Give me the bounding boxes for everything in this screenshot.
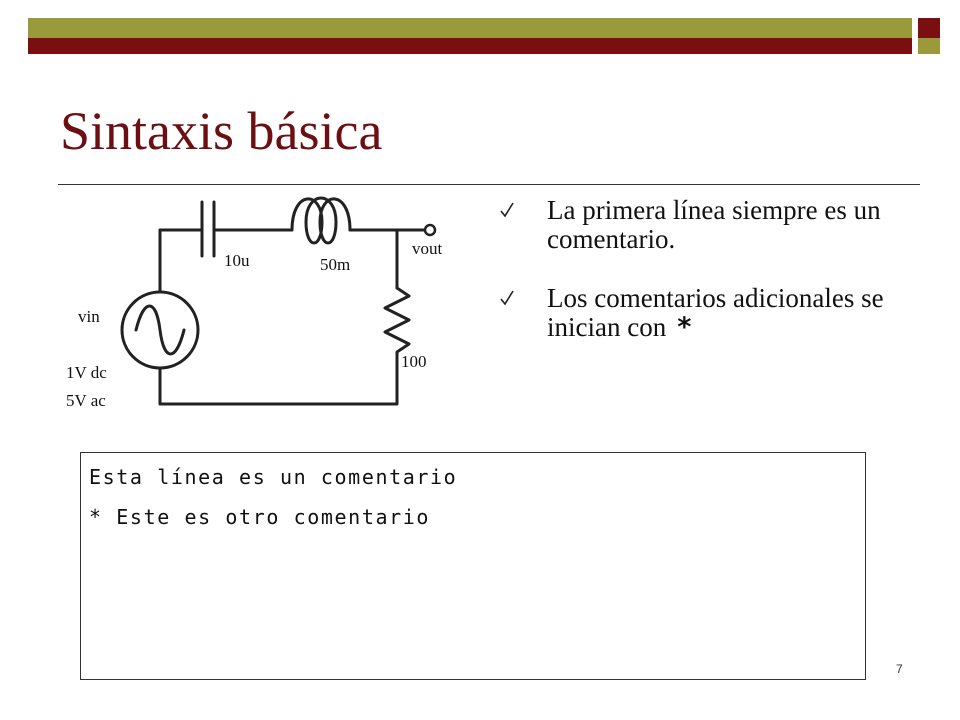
page-number: 7: [896, 662, 903, 676]
code-line: * Este es otro comentario: [89, 505, 431, 529]
code-line: Esta línea es un comentario: [89, 465, 458, 489]
bullet-text: Los comentarios adicionales se inician con: [547, 283, 884, 343]
bullet-item: [500, 284, 900, 342]
wire-left-bottom: [160, 368, 397, 404]
title-divider: [58, 184, 920, 185]
inductor-coil: [292, 198, 350, 243]
asterisk-symbol: *: [676, 312, 693, 344]
bullet-list: [500, 196, 900, 373]
resistor-label: 100: [401, 352, 427, 371]
bullet-text: La primera línea siempre es un comentario.: [547, 195, 881, 255]
slide-title: Sintaxis básica: [60, 101, 383, 161]
output-node: [425, 225, 435, 235]
checkmark-icon: [500, 290, 514, 306]
source-name-label: vin: [78, 307, 100, 326]
header-bar-olive: [28, 18, 912, 38]
circuit-diagram: [50, 190, 470, 420]
source-dc-label: 1V dc: [66, 363, 107, 382]
header-bar-red: [28, 38, 912, 54]
output-label: vout: [412, 239, 443, 258]
inductor-label: 50m: [320, 255, 351, 274]
source-ac-label: 5V ac: [66, 391, 106, 410]
bullet-item: [500, 196, 900, 254]
code-example-box: [80, 452, 866, 680]
sine-wave-icon: [136, 306, 184, 354]
checkmark-icon: [500, 202, 514, 218]
capacitor-label: 10u: [224, 251, 250, 270]
header-square-olive: [918, 38, 940, 54]
header-square-red: [918, 18, 940, 38]
